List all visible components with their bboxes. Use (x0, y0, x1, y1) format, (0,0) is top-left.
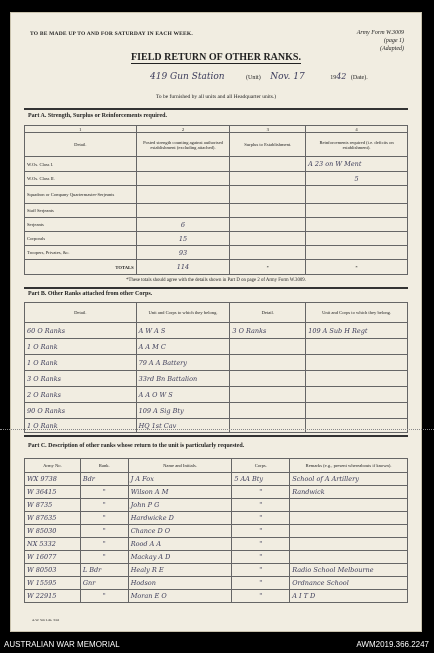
column-header: Corps. (232, 459, 290, 473)
surplus-cell (230, 246, 306, 260)
name-cell: Chance D O (128, 525, 232, 538)
posted-cell: 93 (136, 246, 230, 260)
totals-note: *These totals should agree with the details shown in Part D on page 2 of Army Form W.3009. (126, 278, 306, 283)
detail-cell: 60 O Ranks (25, 323, 137, 339)
divider (24, 108, 408, 110)
name-cell: Rood A A (128, 538, 232, 551)
table-row (25, 499, 408, 512)
column-header: Rank. (80, 459, 128, 473)
posted-cell: 6 (136, 218, 230, 232)
table-row (25, 403, 408, 419)
reinf-cell: * (306, 260, 408, 275)
date-value: Nov. 17 (270, 72, 305, 82)
table-row (25, 371, 408, 387)
surplus-cell (230, 186, 306, 204)
army-no-cell: W 8735 (25, 499, 81, 512)
page-title-text: FIELD RETURN OF OTHER RANKS. (131, 52, 301, 63)
rank-cell: Gnr (80, 577, 128, 590)
column-header: Detail. (230, 303, 306, 323)
unit-cell: HQ 1st Cav (136, 419, 230, 433)
reinf-cell: 5 (306, 172, 408, 186)
column-header: Unit and Corps to which they belong. (306, 303, 408, 323)
unit-cell: A A O W S (136, 387, 230, 403)
posted-cell: 15 (136, 232, 230, 246)
column-header: Army No. (25, 459, 81, 473)
table-row (25, 473, 408, 486)
army-no-cell: W 36415 (25, 486, 81, 499)
detail-cell: 3 O Ranks (230, 323, 306, 339)
rank-cell: " (80, 486, 128, 499)
table-row (25, 218, 408, 232)
remarks-cell (290, 499, 408, 512)
rank-cell: " (80, 499, 128, 512)
column-header: Reinforcements required (i.e. deficits on establishment). (306, 133, 408, 157)
rank-cell: " (80, 590, 128, 603)
corps-cell: " (232, 564, 290, 577)
column-header: Detail. (25, 133, 137, 157)
caption-source: AUSTRALIAN WAR MEMORIAL (4, 640, 120, 649)
unit-cell (306, 387, 408, 403)
table-row (25, 232, 408, 246)
remarks-cell: Radio School Melbourne (290, 564, 408, 577)
remarks-cell (290, 538, 408, 551)
reinf-cell (306, 204, 408, 218)
row-detail: TOTALS (25, 260, 137, 275)
remarks-cell: A I T D (290, 590, 408, 603)
name-cell: Moran E O (128, 590, 232, 603)
rank-cell: " (80, 525, 128, 538)
form-reference (357, 29, 404, 53)
header-notice: TO BE MADE UP TO AND FOR SATURDAY IN EACH WEEK. (30, 31, 193, 37)
col-number: 1 (25, 126, 137, 133)
name-cell: Mackay A D (128, 551, 232, 564)
army-no-cell: W 85030 (25, 525, 81, 538)
name-cell: Healy R E (128, 564, 232, 577)
surplus-cell: * (230, 260, 306, 275)
surplus-cell (230, 218, 306, 232)
reinf-cell (306, 232, 408, 246)
furnish-note: To be furnished by all units and all Headquarter units.) (155, 94, 277, 100)
unit-cell (306, 339, 408, 355)
name-cell: John P G (128, 499, 232, 512)
table-row (25, 260, 408, 275)
remarks-cell (290, 525, 408, 538)
surplus-cell (230, 157, 306, 172)
caption-accession: AWM2019.366.2247 (356, 640, 429, 649)
row-detail: W.Os. Class I. (25, 157, 137, 172)
surplus-cell (230, 172, 306, 186)
detail-cell: 1 O Rank (25, 419, 137, 433)
corps-cell: " (232, 538, 290, 551)
army-no-cell: W 16077 (25, 551, 81, 564)
form-number: Army Form W.3009 (356, 30, 404, 36)
army-no-cell: W 22915 (25, 590, 81, 603)
part-a-title: Part A. Strength, Surplus or Reinforcements required. (28, 113, 167, 119)
table-row (25, 204, 408, 218)
row-detail: Serjeants (25, 218, 137, 232)
name-cell: Hodson (128, 577, 232, 590)
part-b-title: Part B. Other Ranks attached from other Corps. (28, 291, 153, 297)
rank-cell: Bdr (80, 473, 128, 486)
army-no-cell: WX 9738 (25, 473, 81, 486)
detail-cell (230, 355, 306, 371)
row-detail: Corporals (25, 232, 137, 246)
posted-cell (136, 157, 230, 172)
corps-cell: " (232, 551, 290, 564)
posted-cell (136, 172, 230, 186)
unit-cell (306, 403, 408, 419)
remarks-cell (290, 551, 408, 564)
surplus-cell (230, 232, 306, 246)
rank-cell: " (80, 551, 128, 564)
posted-cell (136, 204, 230, 218)
column-header: Unit and Corps to which they belong. (136, 303, 230, 323)
reinf-cell (306, 246, 408, 260)
table-row (25, 577, 408, 590)
name-cell: Hardwicke D (128, 512, 232, 525)
table-row (25, 323, 408, 339)
army-no-cell: W 80503 (25, 564, 81, 577)
corps-cell: " (232, 512, 290, 525)
part-b-table (24, 302, 408, 433)
caption-bar (0, 632, 434, 653)
detail-cell: 3 O Ranks (25, 371, 137, 387)
perforation-line (0, 429, 434, 431)
year-value: 42 (336, 72, 347, 81)
table-row (25, 157, 408, 172)
posted-cell (136, 186, 230, 204)
rank-cell: " (80, 538, 128, 551)
detail-cell (230, 371, 306, 387)
surplus-cell (230, 204, 306, 218)
unit-cell (306, 355, 408, 371)
corps-cell: " (232, 486, 290, 499)
print-code: A.W. Sm Ldn. 3/42 (32, 618, 60, 622)
column-header: Posted strength counting against authorised establishment (excluding attached). (136, 133, 230, 157)
column-header: Remarks (e.g., present whereabouts if known). (290, 459, 408, 473)
unit-value: 419 Gun Station (150, 72, 225, 82)
unit-cell: A A M C (136, 339, 230, 355)
unit-cell: 33rd Bn Battalion (136, 371, 230, 387)
table-row (25, 525, 408, 538)
table-row (25, 186, 408, 204)
column-header: Detail. (25, 303, 137, 323)
unit-date-line (150, 72, 368, 82)
row-detail: Staff Serjeants (25, 204, 137, 218)
col-number: 2 (136, 126, 230, 133)
page-title (10, 52, 422, 63)
column-header: Name and Initials. (128, 459, 232, 473)
table-row (25, 387, 408, 403)
detail-cell: 2 O Ranks (25, 387, 137, 403)
table-row (25, 538, 408, 551)
divider (24, 287, 408, 289)
name-cell: Wilson A M (128, 486, 232, 499)
table-row (25, 355, 408, 371)
table-row (25, 246, 408, 260)
unit-label: (Unit) (246, 75, 261, 81)
corps-cell: " (232, 525, 290, 538)
corps-cell: 5 AA Bty (232, 473, 290, 486)
part-a-table (24, 125, 408, 275)
table-row (25, 486, 408, 499)
row-detail: Squadron or Company Quartermaster-Serjeants (25, 186, 137, 204)
remarks-cell: Ordnance School (290, 577, 408, 590)
col-number: 4 (306, 126, 408, 133)
rank-cell: L Bdr (80, 564, 128, 577)
row-detail: Troopers, Privates, &c. (25, 246, 137, 260)
reinf-cell (306, 186, 408, 204)
table-row (25, 172, 408, 186)
part-c-title: Part C. Description of other ranks whose return to the unit is particularly requested. (28, 443, 245, 449)
remarks-cell: School of A Artillery (290, 473, 408, 486)
unit-cell (306, 371, 408, 387)
detail-cell: 90 O Ranks (25, 403, 137, 419)
table-row (25, 512, 408, 525)
remarks-cell: Randwick (290, 486, 408, 499)
reinf-cell (306, 218, 408, 232)
corps-cell: " (232, 590, 290, 603)
corps-cell: " (232, 577, 290, 590)
reinf-cell: A 23 on W Ment (306, 157, 408, 172)
table-row (25, 551, 408, 564)
table-row (25, 564, 408, 577)
column-header: Surplus to Establishment. (230, 133, 306, 157)
rank-cell: " (80, 512, 128, 525)
detail-cell (230, 339, 306, 355)
detail-cell: 1 O Rank (25, 339, 137, 355)
row-detail: W.Os. Class II. (25, 172, 137, 186)
remarks-cell (290, 512, 408, 525)
corps-cell: " (232, 499, 290, 512)
unit-cell: 109 A Sig Bty (136, 403, 230, 419)
detail-cell (230, 403, 306, 419)
unit-cell: 109 A Sub H Regt (306, 323, 408, 339)
posted-cell: 114 (136, 260, 230, 275)
army-no-cell: W 87635 (25, 512, 81, 525)
form-page: (page 1) (383, 38, 404, 44)
detail-cell (230, 387, 306, 403)
unit-cell: 79 A A Battery (136, 355, 230, 371)
detail-cell: 1 O Rank (25, 355, 137, 371)
date-label: (Date). (350, 75, 368, 81)
part-c-table (24, 458, 408, 603)
unit-cell: A W A S (136, 323, 230, 339)
form-adapted: (Adapted) (380, 46, 404, 52)
name-cell: J A Fox (128, 473, 232, 486)
year-prefix: 19 (330, 75, 337, 81)
form-sheet (10, 12, 422, 632)
army-no-cell: W 15595 (25, 577, 81, 590)
table-row (25, 590, 408, 603)
table-row (25, 339, 408, 355)
army-no-cell: NX 5332 (25, 538, 81, 551)
divider (24, 435, 408, 437)
col-number: 3 (230, 126, 306, 133)
